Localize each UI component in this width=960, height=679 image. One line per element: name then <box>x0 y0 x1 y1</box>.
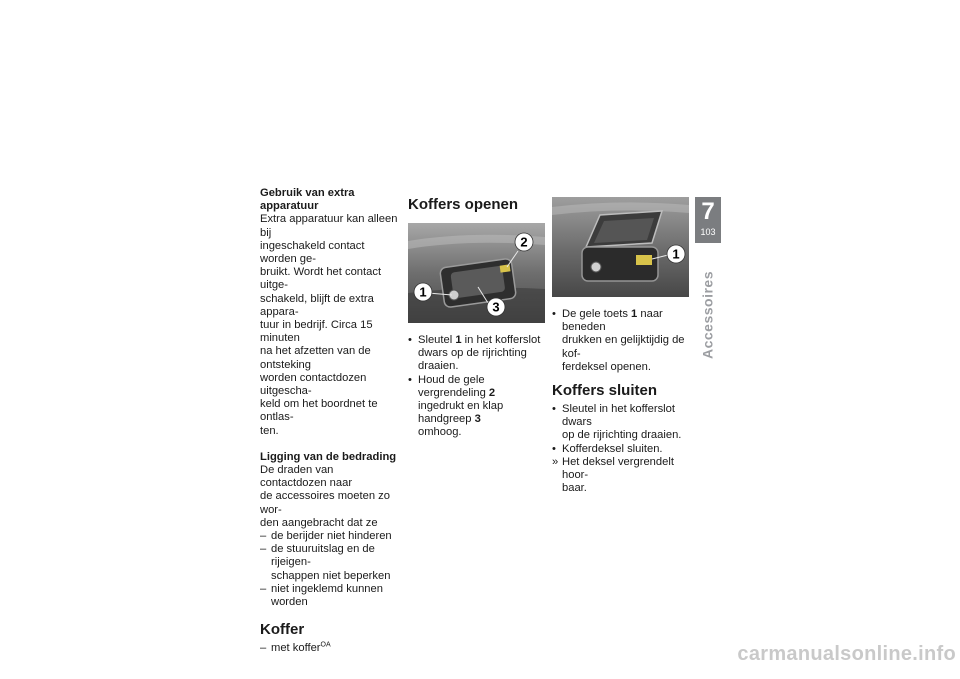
section-title-koffers-sluiten: Koffers sluiten <box>552 382 658 400</box>
text-line: keld om het boordnet te ontlas- <box>260 398 378 424</box>
dash-marker: – <box>260 642 267 655</box>
dash-marker: – <box>260 543 267 556</box>
result-marker: » <box>552 455 559 468</box>
paragraph-extra-apparatuur <box>260 213 402 437</box>
bullet: • <box>552 308 556 320</box>
bullet: • <box>552 403 556 416</box>
paragraph-bedrading <box>260 464 402 530</box>
text-line: de accessoires moeten zo wor- <box>260 490 390 516</box>
text-line: worden contactdozen uitgescha- <box>260 371 367 398</box>
text-line: ten. <box>260 424 279 437</box>
callout-label: 1 <box>672 246 680 262</box>
column-3 <box>552 187 694 495</box>
photo-koffer-openen <box>408 223 545 323</box>
dash-marker: – <box>260 530 267 543</box>
heading-extra-apparatuur: Gebruik van extra apparatuur <box>260 187 355 213</box>
bullet: • <box>408 373 412 386</box>
section-title-koffers-openen: Koffers openen <box>408 196 519 213</box>
text-line: De draden van contactdozen naar <box>260 464 353 490</box>
callout-label: 2 <box>520 234 528 250</box>
text-line: den aangebracht dat ze <box>260 516 378 529</box>
text-line: ingeschakeld contact worden ge- <box>260 239 365 266</box>
list-item: • Houd de gele vergrendeling 2 ingedrukt en klap handgreep 3 omhoog. <box>408 373 504 439</box>
text-line: tuur in bedrijf. Circa 15 minuten <box>260 319 373 345</box>
list-item: • Kofferdeksel sluiten. <box>552 442 663 455</box>
reference-number: 1 <box>455 334 462 346</box>
column-2 <box>408 187 550 440</box>
reference-number: 2 <box>488 386 496 399</box>
reference-number: 3 <box>474 413 481 426</box>
bullet: • <box>552 442 556 455</box>
section-tab <box>690 270 726 360</box>
list-item: • Sleutel in het kofferslot dwars op de rijrichting draaien. <box>552 403 682 442</box>
list-item: • De gele toets 1 naar beneden drukken en gelijktijdig de kof- ferdeksel openen. <box>552 308 685 373</box>
page-number: 103 <box>700 227 716 237</box>
dash-list <box>260 530 402 609</box>
heading-bedrading: Ligging van de bedrading <box>260 450 397 463</box>
watermark: carmanualsonline.info <box>737 643 956 665</box>
list-item: – de stuuruitslag en de rijeigen- schappen niet beperken <box>260 543 391 582</box>
text-line: schakeld, blijft de extra appara- <box>260 292 374 318</box>
callout-label: 1 <box>419 284 427 300</box>
column-1 <box>260 187 402 656</box>
bullet: • <box>408 334 412 346</box>
chapter-tab <box>695 197 721 243</box>
dash-marker: – <box>260 582 267 595</box>
text-line: Extra apparatuur kan alleen bij <box>260 213 398 239</box>
reference-number: 1 <box>631 308 638 320</box>
list-item: • Sleutel 1 in het kofferslot dwars op de rijrichting draaien. <box>408 334 541 373</box>
text-line: bruikt. Wordt het contact uitge- <box>260 266 382 292</box>
section-title-koffer: Koffer <box>260 621 305 639</box>
list-item: – niet ingeklemd kunnen worden <box>260 582 383 609</box>
list-item-koffer: – met koffer$^{OA}$ <box>260 641 331 655</box>
callout-label: 3 <box>492 299 500 315</box>
photo-koffer-deksel <box>552 197 689 297</box>
result-item: » Het deksel vergrendelt hoor- baar. <box>552 455 674 495</box>
text-line: na het afzetten van de ontsteking <box>260 345 371 371</box>
section-title-vertical: Accessoires <box>699 270 716 360</box>
option-superscript: OA <box>320 641 331 649</box>
chapter-number: 7 <box>701 198 715 225</box>
list-item: – de berijder niet hinderen <box>260 530 392 543</box>
